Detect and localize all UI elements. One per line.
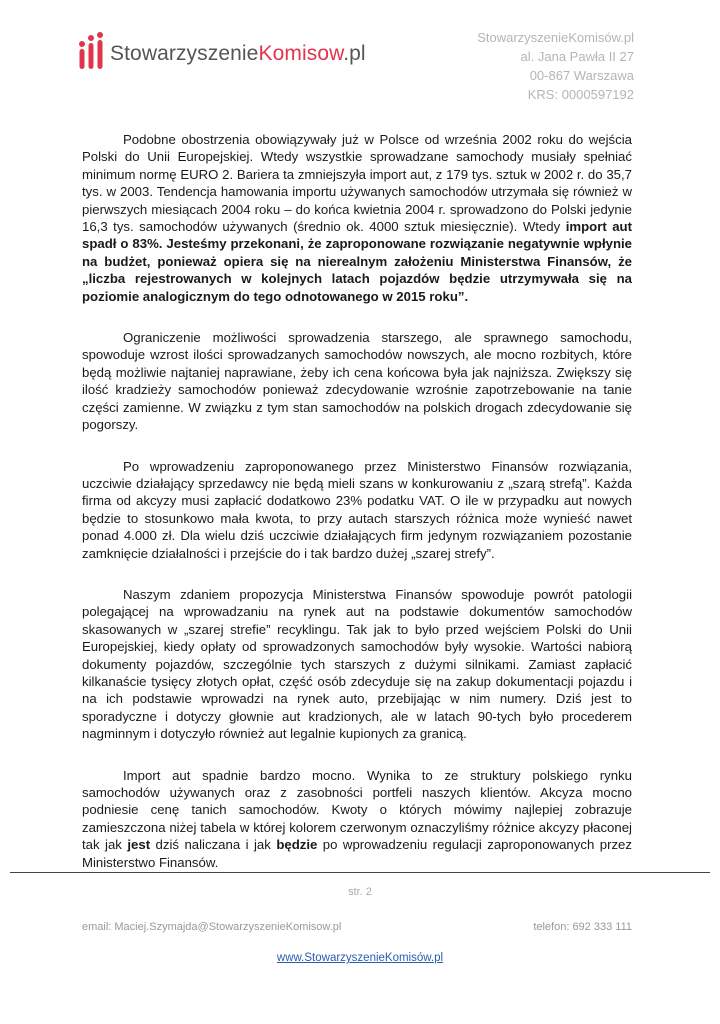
logo [78, 32, 366, 76]
bold-text: import aut spadł o 83%. Jesteśmy przekonani, że zaproponowane rozwiązanie negatywnie wpłynie na budżet, ponieważ opiera się na nierealnym założeniu Ministerstwa Finansów, że „liczba rejestrowanych w kolejnych latach pojazdów będzie utrzymywała się na poziomie analogicznym do tego odnotowanego w 2015 roku”. [82, 219, 632, 304]
text-segment: Ograniczenie możliwości sprowadzenia starszego, ale sprawnego samochodu, spowoduje wzrost ilości sprowadzanych samochodów nowszych, ale mocno rozbitych, które będą możliwie najtaniej naprawiane, żeby ich cena końcowa była jak najniższa. Zwiększy się ilość kradzieży samochodów ponieważ zdecydowanie wzrośnie zapotrzebowanie na tanie części zamienne. W związku z tym stan samochodów na polskich drogach zdecydowanie się pogorszy. [82, 330, 632, 433]
body-paragraph [82, 131, 632, 305]
footer-phone: telefon: 692 333 111 [533, 921, 632, 933]
address-block [477, 28, 634, 104]
logo-text: StowarzyszenieKomisow.pl [110, 42, 366, 65]
text-segment: Import aut spadnie bardzo mocno. Wynika to ze struktury polskiego rynku samochodów używanych oraz z zasobności portfeli naszych klientów. Akcyza mocno podniesie cenę tanich samochodów. Kwoty o których mówimy najlepiej zobrazuje zamieszczona niżej tabela w której kolorem czerwonym oznaczyliśmy różnice akcyzy płaconej tak jak [82, 767, 632, 853]
bold-text: będzie [276, 837, 318, 853]
address-street: al. Jana Pawła II 27 [520, 49, 634, 64]
text-segment: Po wprowadzeniu zaproponowanego przez Ministerstwo Finansów rozwiązania, uczciwie działający sprzedawcy nie będą mieli szans w konkurowaniu z „szarą strefą”. Każda firma od akcyzy musi zapłacić dodatkowo 23% podatku VAT. O ile w przypadku aut nowych będzie to stosunkowo mała kwota, to przy autach starszych różnica może wynieść nawet ponad 4.000 zł. Dla wielu dziś uczciwie działających firm jedynym rozwiązaniem pozostanie zamknięcie działalności i przejście do i tak bardzo dużej „szarej strefy”. [82, 458, 632, 561]
body-paragraph [82, 329, 632, 433]
bold-text: jest [127, 837, 151, 853]
footer-email: email: Maciej.Szymajda@StowarzyszenieKomisow.pl [82, 921, 342, 933]
address-krs: KRS: 0000597192 [527, 87, 634, 102]
text-segment: dziś naliczana i jak [150, 837, 277, 853]
text-segment: Podobne obostrzenia obowiązywały już w Polsce od września 2002 roku do wejścia Polski do Unii Europejskiej. Wtedy wszystkie sprowadzane samochody musiały spełniać minimum normę EURO 2. Bariera ta zmniejszyła import aut, z 179 tys. sztuk w 2002 r. do 35,7 tys. w 2003. Tendencja hamowania importu używanych samochodów utrzymała się również w pierwszych miesiącach 2004 roku – do końca kwietnia 2004 r. sprowadzono do Polski jedynie 16,3 tys. samochodów używanych (średnio ok. 4000 sztuk miesięcznie). Wtedy [82, 132, 632, 235]
footer-divider [10, 872, 710, 873]
letter-body [82, 131, 632, 895]
body-paragraph [82, 586, 632, 743]
page-number: str. 2 [348, 886, 372, 898]
address-org-name: StowarzyszenieKomisów.pl [477, 30, 634, 45]
address-postal: 00-867 Warszawa [529, 68, 634, 83]
body-paragraph [82, 767, 632, 871]
text-segment: po wprowadzeniu regulacji zaproponowanych przez Ministerstwo Finansów. [82, 837, 632, 870]
footer-website-link[interactable]: www.StowarzyszenieKomisów.pl [276, 952, 444, 964]
body-paragraph [82, 458, 632, 562]
logo-icon [78, 32, 104, 76]
text-segment: Naszym zdaniem propozycja Ministerstwa Finansów spowoduje powrót patologii polegającej na wprowadzaniu na rynek aut na podstawie dokumentów samochodów skasowanych w „szarej strefie” recyklingu. Tak jak to było przed wejściem Polski do Unii Europejskiej, kiedy opłaty od sprowadzonych samochodów były wysokie. Wartości nabiorą dokumenty pojazdów, szczególnie tych starszych z dużymi silnikami. Zamiast zapłacić kilkanaście tysięcy złotych opłat, część osób zdecyduje się na zakup dokumentacji pojazdu i na ich podstawie wprowadzi na rynek auto, przebijając w nim numery. Dziś jest to sporadyczne i dotyczy głownie aut kradzionych, ale w latach 90-tych było procederem nagminnym i dotyczyło również aut legalnie kupionych za granicą. [82, 586, 632, 742]
